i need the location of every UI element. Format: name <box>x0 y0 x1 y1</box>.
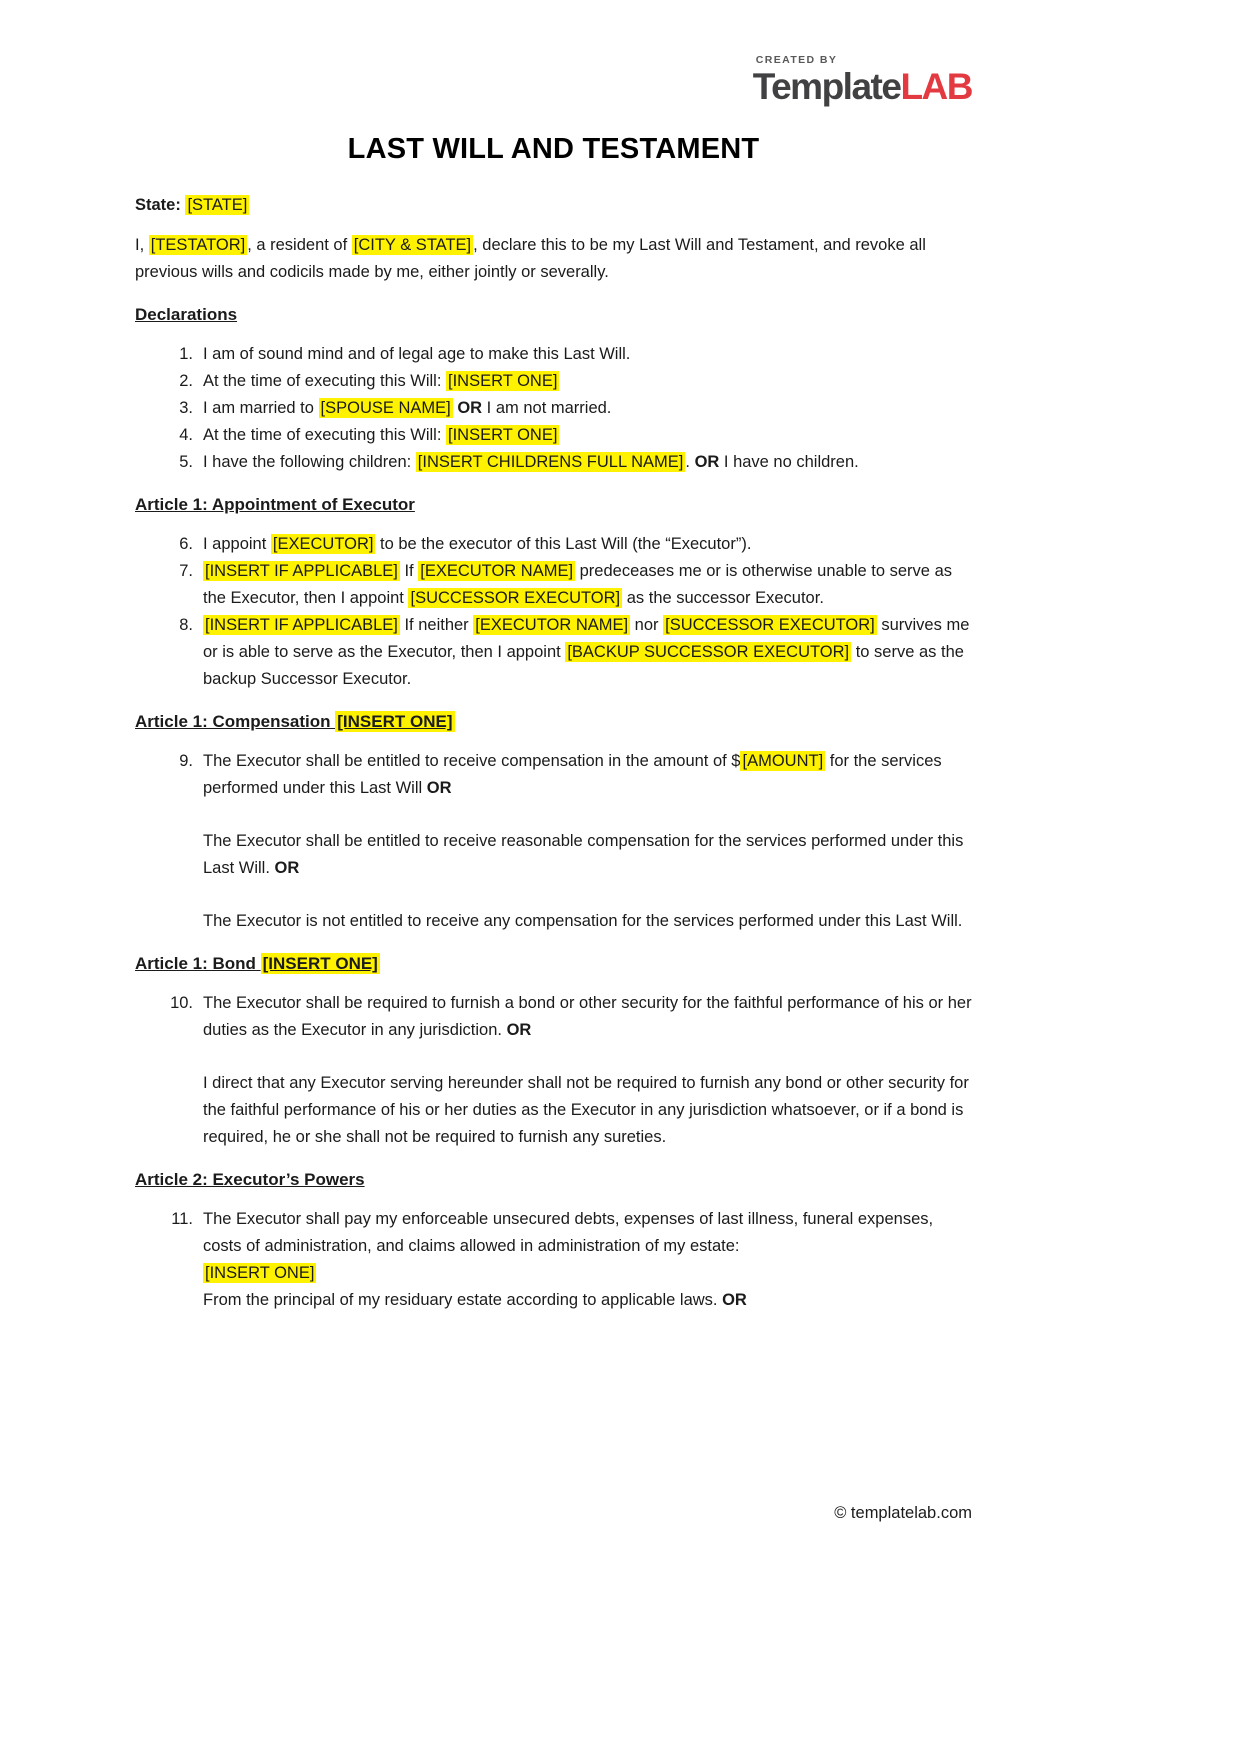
list-item-body <box>203 558 972 612</box>
text-run: for the services performed under this Last Will <box>203 752 942 797</box>
list-item-number: 1. <box>179 345 193 363</box>
text-run: The Executor is not entitled to receive any compensation for the services performed under this Last Will. <box>203 912 963 930</box>
list-item-body <box>203 341 972 368</box>
list-item-number: 6. <box>179 535 193 553</box>
article-1-bond-heading <box>135 950 972 977</box>
list-item-paragraph <box>203 990 972 1044</box>
placeholder-highlight: [INSERT ONE] <box>337 712 453 731</box>
list-item-paragraph <box>203 828 972 882</box>
list-item-5 <box>135 449 972 476</box>
bold-text: OR <box>426 779 452 797</box>
heading-text <box>135 305 237 324</box>
text-run: , declare this to be my Last Will and Testament, and revoke all previous wills and codicils made by me, either jointly or severally. <box>135 236 926 281</box>
text-run: as the successor Executor. <box>622 589 824 607</box>
list-item-body <box>203 368 972 395</box>
list-item-number: 7. <box>179 562 193 580</box>
text-run: At the time of executing this Will: <box>203 372 447 390</box>
placeholder-highlight: [EXECUTOR NAME] <box>420 562 574 580</box>
list-item-number: 5. <box>179 453 193 471</box>
text-run: I am married to <box>203 399 319 417</box>
placeholder-highlight: [INSERT IF APPLICABLE] <box>205 562 398 580</box>
list-item-body <box>203 1206 972 1314</box>
list-item-paragraph <box>203 341 972 368</box>
list-item-8 <box>135 612 972 693</box>
list-item-number: 2. <box>179 372 193 390</box>
text-run: I have no children. <box>719 453 859 471</box>
text-run: From the principal of my residuary estate according to applicable laws. <box>203 1291 723 1309</box>
list-item-body <box>203 531 972 558</box>
list-item-paragraph <box>203 748 972 802</box>
text-run: The Executor shall be entitled to receive reasonable compensation for the services performed under this Last Will. <box>203 832 964 877</box>
placeholder-highlight: [INSERT ONE] <box>448 372 558 390</box>
list-item-paragraph <box>203 422 972 449</box>
list-item-10 <box>135 990 972 1151</box>
intro-paragraph <box>135 232 972 286</box>
placeholder-highlight: [TESTATOR] <box>150 236 246 254</box>
logo-brand-accent-text: LAB <box>900 66 972 107</box>
ordered-list <box>135 748 972 935</box>
logo-created-by-label: CREATED BY <box>755 54 838 66</box>
text-run: nor <box>630 616 664 634</box>
text-run: The Executor shall be entitled to receive compensation in the amount of $ <box>203 752 741 770</box>
list-item-paragraph <box>203 531 972 558</box>
article-2-powers-heading <box>135 1166 972 1193</box>
text-run: predeceases me or is otherwise unable to serve as the Executor, then I appoint <box>203 562 952 607</box>
placeholder-highlight: [AMOUNT] <box>742 752 824 770</box>
text-run: Article 1: Compensation <box>135 712 336 731</box>
ordered-list <box>135 990 972 1151</box>
text-run: If <box>399 562 419 580</box>
placeholder-highlight: [SUCCESSOR EXECUTOR] <box>665 616 875 634</box>
declarations-heading <box>135 301 972 328</box>
bold-text: OR <box>274 859 300 877</box>
list-item-2 <box>135 368 972 395</box>
placeholder-highlight: [INSERT CHILDRENS FULL NAME] <box>417 453 684 471</box>
text-run: I direct that any Executor serving hereunder shall not be required to furnish any bond or other security for the faithful performance of his or her duties as the Executor in any jurisdiction whatsoever, or if a bond is required, he or she shall not be required to furnish any sureties. <box>203 1074 969 1146</box>
text-run: to be the executor of this Last Will (the “Executor”). <box>375 535 752 553</box>
article-1-appointment-heading <box>135 491 972 518</box>
placeholder-highlight: [SUCCESSOR EXECUTOR] <box>410 589 621 607</box>
text-run: Article 1: Bond <box>135 954 261 973</box>
list-item-9 <box>135 748 972 935</box>
text-run: The Executor shall pay my enforceable unsecured debts, expenses of last illness, funeral expenses, costs of administration, and claims allowed in administration of my estate: <box>203 1210 934 1255</box>
list-item-6 <box>135 531 972 558</box>
list-item-number: 9. <box>179 752 193 770</box>
list-item-body <box>203 990 972 1151</box>
ordered-list <box>135 1206 972 1314</box>
ordered-list <box>135 341 972 476</box>
logo-inner <box>753 54 972 105</box>
list-item-paragraph <box>203 1206 972 1260</box>
list-item-body <box>203 422 972 449</box>
logo-brand-wordmark <box>753 68 972 105</box>
list-item-paragraph <box>203 1287 972 1314</box>
list-item-paragraph <box>203 612 972 693</box>
list-item-paragraph <box>203 395 972 422</box>
placeholder-highlight: [BACKUP SUCCESSOR EXECUTOR] <box>567 643 850 661</box>
text-run: Article 2: Executor’s Powers <box>135 1170 365 1189</box>
text-run: . <box>685 453 695 471</box>
list-item-1 <box>135 341 972 368</box>
list-item-number: 11. <box>171 1210 193 1228</box>
heading-text <box>135 711 455 732</box>
logo-brand-primary-text: Template <box>752 66 901 107</box>
text-run: I am not married. <box>482 399 612 417</box>
list-item-body <box>203 612 972 693</box>
placeholder-highlight: [EXECUTOR] <box>272 535 374 553</box>
text-run: Declarations <box>135 305 238 324</box>
text-run: I, <box>135 236 149 254</box>
article-1-compensation-heading <box>135 708 972 735</box>
footer-copyright: © templatelab.com <box>834 1504 972 1522</box>
list-item-4 <box>135 422 972 449</box>
heading-text <box>135 953 380 974</box>
list-item-paragraph <box>203 908 972 935</box>
bold-text: OR <box>722 1291 747 1309</box>
placeholder-highlight: [INSERT ONE] <box>448 426 558 444</box>
text-run: I am of sound mind and of legal age to make this Last Will. <box>203 345 631 363</box>
placeholder-highlight: [INSERT ONE] <box>205 1264 315 1282</box>
list-item-body <box>203 449 972 476</box>
list-item-7 <box>135 558 972 612</box>
placeholder-highlight: [SPOUSE NAME] <box>320 399 451 417</box>
placeholder-highlight: [INSERT IF APPLICABLE] <box>205 616 398 634</box>
templatelab-logo <box>135 54 972 105</box>
bold-text: State: <box>135 196 186 214</box>
placeholder-highlight: [EXECUTOR NAME] <box>475 616 629 634</box>
list-item-paragraph <box>203 368 972 395</box>
text-run: At the time of executing this Will: <box>203 426 447 444</box>
text-run: to serve as the backup Successor Executor. <box>203 643 964 688</box>
list-item-number: 3. <box>179 399 193 417</box>
text-run: survives me or is able to serve as the Executor, then I appoint <box>203 616 970 661</box>
list-item-paragraph <box>203 449 972 476</box>
heading-text <box>135 1170 365 1189</box>
list-item-paragraph <box>203 558 972 612</box>
list-item-body <box>203 395 972 422</box>
text-run: I appoint <box>203 535 271 553</box>
list-item-number: 10. <box>170 994 193 1012</box>
list-item-body <box>203 748 972 935</box>
state-line <box>135 192 972 219</box>
list-item-number: 8. <box>179 616 193 634</box>
text-run: Article 1: Appointment of Executor <box>135 495 415 514</box>
text-run: If neither <box>399 616 474 634</box>
list-item-11 <box>135 1206 972 1314</box>
placeholder-highlight: [CITY & STATE] <box>353 236 472 254</box>
document-title: LAST WILL AND TESTAMENT <box>347 133 760 165</box>
text-run: I have the following children: <box>203 453 416 471</box>
list-item-3 <box>135 395 972 422</box>
bold-text: OR <box>457 399 483 417</box>
text-run: The Executor shall be required to furnish a bond or other security for the faithful performance of his or her duties as the Executor in any jurisdiction. <box>203 994 972 1039</box>
list-item-paragraph <box>203 1070 972 1151</box>
bold-text: OR <box>694 453 720 471</box>
text-run: , a resident of <box>247 236 352 254</box>
placeholder-highlight: [INSERT ONE] <box>262 954 378 973</box>
document-body <box>135 192 972 1314</box>
list-item-number: 4. <box>179 426 193 444</box>
placeholder-highlight: [STATE] <box>187 196 248 214</box>
bold-text: OR <box>506 1021 532 1039</box>
ordered-list <box>135 531 972 693</box>
list-item-paragraph <box>203 1260 972 1287</box>
heading-text <box>135 495 415 514</box>
